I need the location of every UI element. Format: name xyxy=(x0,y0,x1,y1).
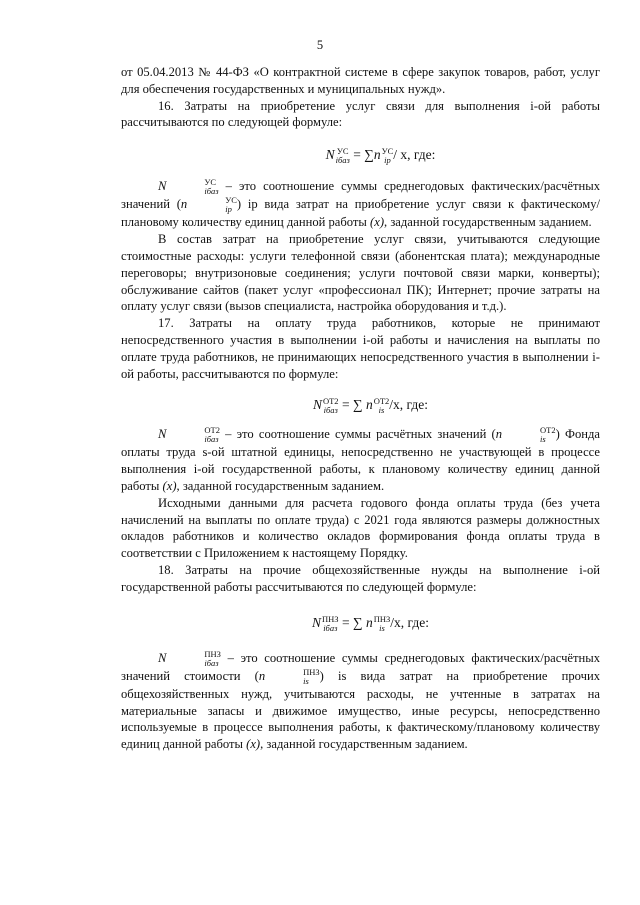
page-number: 5 xyxy=(316,38,324,52)
paragraph-item-16: 16. Затраты на приобретение услуг связи для выполнения i-ой работы рассчитываются по следующей формуле: xyxy=(121,98,600,130)
paragraph-law-reference: от 05.04.2013 № 44-ФЗ «О контрактной системе в сфере закупок товаров, работ, услуг для обеспечения государственных и муниципальных нужд». xyxy=(121,65,600,96)
paragraph-definition-communication: N УС iбаз – это соотношение суммы среднегодовых фактических/расчётных значений (n УС ip ) ip вида затрат на приобретение услуг связи к фактическому/плановому количеству единиц данной работы (x), заданной государственным заданием. xyxy=(121,177,601,230)
paragraph-communication-costs-list: В состав затрат на приобретение услуг связи, учитываются следующие стоимостные расходы: услуги телефонной связи (абонентская плата); международные переговоры; внутризоновые соединения; услуги почтовой связи марки, конверты); обслуживание сайтов (пакет услуг «профессионал ПК); Интернет; прочие затраты на оплату услуг связи (вызов специалиста, настройка оборудования и т.д.). xyxy=(121,232,600,314)
document-body xyxy=(121,64,600,753)
formula-labor-costs: N ОТ2 iбаз = ∑ n ОТ2 is /x, где: xyxy=(312,396,429,416)
formula-communication-services: N УС iбаз = ∑n УС ip / x, где: xyxy=(325,146,436,166)
paragraph-item-18: 18. Затраты на прочие общехозяйственные нужды на выполнение i-ой государственной работы рассчитываются по следующей формуле: xyxy=(121,563,600,594)
paragraph-wage-fund-source: Исходными данными для расчета годового фонда оплаты труда (без учета начислений на выплаты по оплате труда) с 2021 года являются размеры должностных окладов работников и количество окладов формирования фонда оплаты труда в соответствии с Приложением к настоящему Порядку. xyxy=(121,495,600,561)
paragraph-definition-general-needs: N ПНЗ iбаз – это соотношение суммы среднегодовых фактических/расчётных значений стоимости (n ПНЗ is ) is вида затрат на приобретение прочих общехозяйственных нужд, учитываются расходы, не учтенные в затратах на материальные запасы и движимое имущество, иные ресурсы, непосредственно используемые в процессе выполнения работы, к фактическому/плановому количеству единиц данной работы (x), заданной государственным заданием. xyxy=(121,648,600,752)
paragraph-item-17: 17. Затраты на оплату труда работников, которые не принимают непосредственного участия в выполнении i-ой работы и начисления на выплаты по оплате труда работников, не принимающих непосредственного участия в выполнении i-ой работы, рассчитываются по формуле: xyxy=(121,316,600,381)
paragraph-definition-labor: N ОТ2 iбаз – это соотношение суммы расчётных значений (n ОТ2 is ) Фонда оплаты труда s-ой штатной единицы, непосредственно не участвующей в процессе выполнения i-ой государственной работы, к плановому количеству единиц данной работы (x), заданной государственным заданием. xyxy=(121,425,600,494)
formula-general-needs: N ПНЗ iбаз = ∑ n ПНЗ is /x, где: xyxy=(312,613,429,633)
